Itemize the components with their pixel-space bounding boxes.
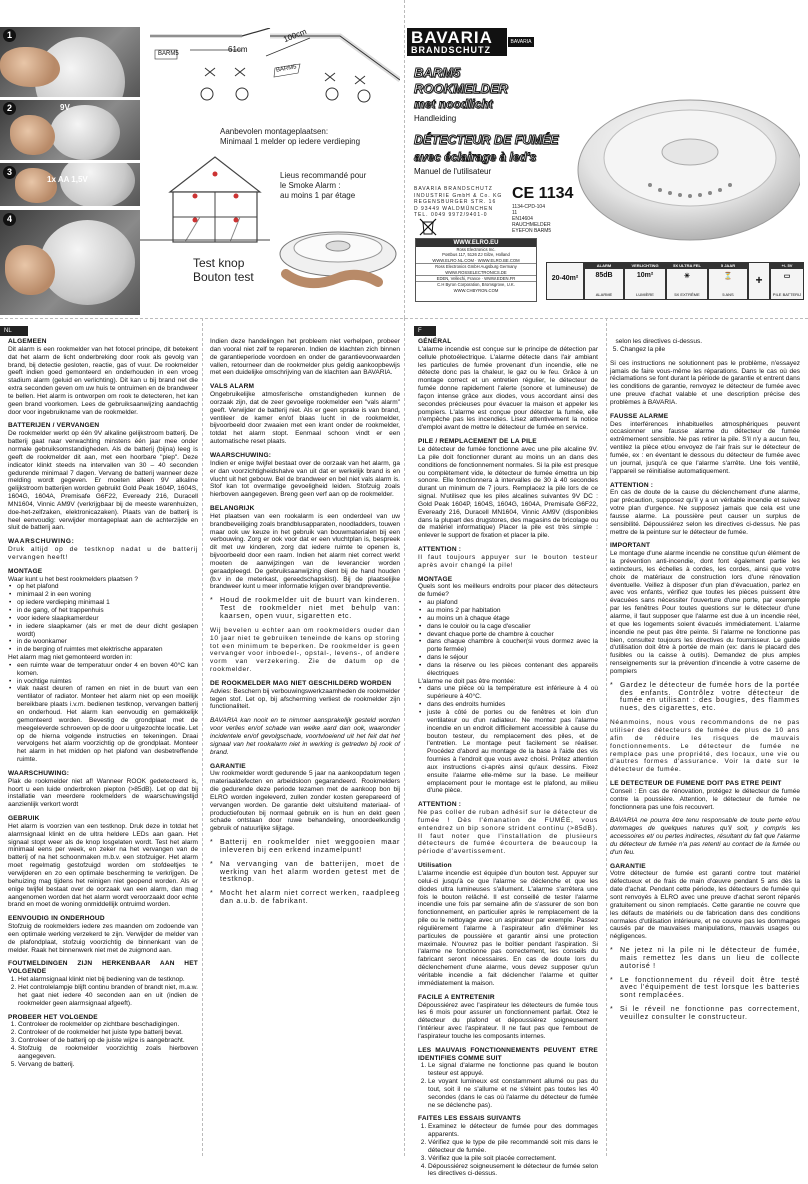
years-caption: 5 JAAR <box>709 263 747 269</box>
fold-line-1 <box>202 318 203 1156</box>
list-item: • op het plafond <box>17 583 198 591</box>
distributor-box <box>415 238 537 302</box>
nl-column-1 <box>8 338 198 1074</box>
heading: GÉNÉRAL <box>418 338 452 345</box>
device-tag-1: BARM5 <box>158 51 179 57</box>
list-item: 1. Le signal d'alarme ne fonctionne pas quand le bouton testeur est appuyé. <box>428 1062 598 1078</box>
heading: GEBRUIK <box>8 815 40 823</box>
distributor-line: EDEN, Vellechi, France · WWW.EDEN.FR <box>416 275 536 281</box>
list-item: • in iedere slaapkamer (als er met de deur dicht geslapen wordt) <box>17 623 198 639</box>
lighting-caption: VERLICHTING <box>625 263 665 269</box>
plus-sign: + <box>755 273 763 287</box>
heading: ATTENTION : <box>418 546 462 554</box>
note: * Mocht het alarm niet correct werken, raadpleeg dan a.u.b. de fabrikant. <box>210 890 400 906</box>
list-item-continued: selon les directives ci-dessus. <box>610 338 703 345</box>
plus-icon <box>748 262 770 300</box>
device-tag-2: BARM5 <box>275 64 298 74</box>
brand-sub: BRANDSCHUTZ <box>411 45 491 55</box>
paragraph: Il faut toujours appuyer sur le bouton testeur après avoir changé la pile! <box>418 553 598 569</box>
alarm-icon <box>584 262 624 300</box>
paragraph: Het alarm is voorzien van een testknop. Druk deze in totdat het alarmsignaal klinkt en de ultra heldere LEDs aan gaan. Het signaal stopt weer als de knop losgelaten wordt. Test het alarm minimaal eens per week, en zeker na het vervangen van de batterij of na het schoonmaken m.b.v. een stofzuiger. Het alarm moet regelmatig gestofzuigd worden om stofdeeltjes te verwijderen en zo een optimale bescherming te verkrijgen. De behuizing mag tijdens het reinigen niet geopend worden. Als er enige twijfel bestaat over de oorzaak van een alarm, dan mag aangenomen worden dat het alarm wordt veroorzaakt door echte brand en moet de woning onmiddellijk ontruimd worden. <box>8 822 198 909</box>
distributor-line: WWW.ELRO.NL.COM · WWW.ELRO.BE.COM <box>432 257 520 263</box>
list-item: • voor iedere slaapkamerdeur <box>17 615 198 623</box>
years-caption-fr: 5 ANS <box>722 292 734 297</box>
alarm-value: 85dB <box>595 272 613 279</box>
test-button-label: Test knop Bouton test <box>193 256 254 284</box>
list-item: • in de gang, of het trappenhuis <box>17 607 198 615</box>
heading: WAARSCHUWING: <box>210 451 272 459</box>
fr-column-1 <box>418 338 598 1184</box>
paragraph: Si ces instructions ne solutionnent pas le problème, n'essayez jamais de faire vous-même les réparations. Dans le cas où des réclamations se font durant la période de garantie et entrent dans les conditions de garantie, renvoyez le détecteur de fumée avec une preuve d'achat valable et une description précise des problèmes à BAVARIA. <box>610 359 800 406</box>
title-nl: ROOKMELDER <box>414 81 508 96</box>
heading: ATTENTION : <box>418 801 462 809</box>
manual-label-fr: Manuel de l'utilisateur <box>414 167 492 176</box>
heading: IMPORTANT <box>610 542 651 550</box>
model-number: BARM5 <box>414 65 461 80</box>
heading: ATTENTION : <box>610 481 654 489</box>
heading: WAARSCHUWING: <box>8 538 75 546</box>
list-item: • dans une pièce où la température est inférieure à 4 où supérieure à 40°C. <box>427 685 598 701</box>
list-item: 4. Dépoussiérez soigneusement le détecteur de fumée selon les directives ci-dessus. <box>428 1163 598 1179</box>
paragraph: Indien er enige twijfel bestaat over de oorzaak van het alarm, ga er dan voorzichtigheidshalve van uit dat er werkelijk brand is en vlucht uit het gebouw. Bel de brandweer en bel niet vals alarm is. Stof kan tot overmatige gevoeligheid leiden. Stofzuig zoals hierboven aangegeven. Breng geen verf aan op de rookmelder. <box>210 459 400 499</box>
heading: LE DETECTEUR DE FUMENE DOIT PAS ETRE PEINT <box>610 780 782 788</box>
ce-mark: CE 1134 <box>512 185 574 202</box>
battery-symbol: ▭ <box>783 273 791 280</box>
list-item: 3. Controleer of de batterij op de juiste wijze is aangebracht. <box>18 1037 198 1045</box>
list-item: • dans des endroits humides <box>427 701 598 709</box>
list-item: • vlak naast deuren of ramen en niet in de buurt van een ventilator of radiator. Monteer het alarm niet op een moeilijk bereikbare plaats i.v.m. bedienen testknop, vervangen batterij en onderhoud. Het alarm kan eenvoudig en gemakkelijk gemonteerd worden. Bevestig de grondplaat met de meegeleverde schroeven op de door u uitgezochte locatie. Let op de hierna volgende instructies en tekeningen. Draai vervolgens het alarm voorzichtig op de grondplaat. Monteer het alarm in het midden op het plafond van desbetreffende ruimte. <box>17 685 198 763</box>
product-photo <box>540 60 800 250</box>
hourglass-icon: ⏳ <box>723 273 733 280</box>
heading: WAARSCHUWING: <box>8 769 70 777</box>
paragraph: Néanmoins, nous vous recommandons de ne pas utiliser des détecteurs de fumée de plus de 10 ans afin de réduire les risques de mauvais fonctionnements. Le détecteur de fumée ne remplace pas une propriété, des locaux, une vie ou d'autres formes d'assurance. Voir la date sur le détecteur de fumée. <box>610 719 800 774</box>
paragraph: BAVARIA kan nooit en te nimmer aansprakelijk gesteld worden voor verlies en/of schade van welke aard dan ook, waaronder incidentele en/of gevolgschade, voortvloeiend uit het feit dat het signaal van het rookalarm niet in werking is getreden bij rook of brand. <box>210 717 400 756</box>
paragraph: Het alarm mag niet gemonteerd worden in: <box>8 654 133 662</box>
list-item: • dans la réserve ou les pièces contenant des appareils électriques <box>427 662 598 678</box>
heading: LES MAUVAIS FONCTIONNEMENTS PEUVENT ETRE IDENTIFIES COMME SUIT <box>418 1046 598 1062</box>
distributor-line: Ross Electronics Inc. <box>456 247 496 252</box>
heading: BELANGRIJK <box>210 505 255 513</box>
certification-info: 1134-CPD-104 11 EN14604 RAUCHMELDER EYEFON BARM5 <box>512 204 552 234</box>
title-fr: DÉTECTEUR DE FUMÉE <box>414 133 559 147</box>
paragraph: L'alarme incendie est conçue sur le principe de détection par cellule photoélectrique. L'alarme détecte dans l'air ambiant les particules de fumée provenant d'un incendie, elle ne détecte donc pas la chaleur, le gaz ou le feu. Grâce à un montage correct et un entretien régulier, le détecteur de fumée donne rapidement l'alerte (sonore et lumineuse) de façon intense grâce aux diodes, vous accordant ainsi des secondes précieuses pour évacuer la maison et appeler les pompiers. L'alarme est conçue pour détecter la fumée, elle n'empêche pas les incendies. Lisez attentivement la notice d'emploi avant de mettre le détecteur de fumée en service. <box>418 345 598 432</box>
heading: MONTAGE <box>418 575 453 583</box>
paragraph: Waar kunt u het best rookmelders plaatsen ? <box>8 575 139 583</box>
ultra-caption: 5X ULTRA FEL <box>667 263 707 269</box>
heading: DE ROOKMELDER MAG NIET GESCHILDERD WORDEN <box>210 679 392 687</box>
distance-61cm: 61cm <box>228 45 248 54</box>
list-item: 2. Vérifiez que le type de pile recommandé soit mis dans le détecteur de fumée. <box>428 1139 598 1155</box>
note: * Na vervanging van de batterijen, moet de werking van het alarm worden getest met de testknop. <box>210 861 400 885</box>
paragraph: Plak de rookmelder niet af! Wanneer ROOK gedetecteerd is, hoort u een luide onderbroken piepton (>85dB). Let op dat bij installatie van meerdere rookmelders de waarschuwingstijd aanzienlijk verkort wordt <box>8 777 198 809</box>
step-number-4: 4 <box>3 213 16 226</box>
list-item: • juste à côté de portes ou de fenêtres et loin d'un ventilateur ou d'un radiateur. Ne montez pas l'alarme incendie en un endroit difficilement accessible à cause du bouton testeur, du remplacement des piles, et de l'entretien. Le montage peut facilement se réaliser. Procédez d'abord au montage de la base à l'aide des vis fournies à l'endroit que vous avez choisi. Prêtez attention aux instructions ci-après ainsi qu'aux dessins. Fixez ensuite l'alarme elle-même sur la base. Le meilleur emplacement pour le montage est le plafond, au milieu d'une pièce. <box>427 709 598 795</box>
list-item: 2. Le voyant lumineux est constamment allumé ou pas du tout, soit il ne s'allume et ne s'éteint pas toutes les 40 secondes (dans le cas où l'alarme du détecteur de fumée ne se déclenche pas). <box>428 1078 598 1109</box>
battery-label-aa: 1x AA 1,5V <box>47 175 88 184</box>
ultra-caption-fr: 5X EXTRÊME <box>674 292 700 297</box>
paragraph: Stofzuig de rookmelders iedere zes maanden om zodoende van een optimale werking verzekerd te zijn. Verwijder de melder van de plafondplaat, stofzuig voorzichtig de binnenkant van de melder. Raak het binnenwerk niet met de zuigmond aan. <box>8 923 198 954</box>
list-item: • op iedere verdieping minimaal 1 <box>17 599 198 607</box>
battery-caption: +/- 5V <box>771 263 803 269</box>
manual-label-nl: Handleiding <box>414 114 457 123</box>
heading: FAUSSE ALARME <box>610 412 669 420</box>
lighting-icon <box>624 262 666 300</box>
step-4-photo <box>0 210 140 315</box>
paragraph: Le montage d'une alarme incendie ne constitue qu'un élément de la prévention anti-incendie, dont font également partie les extincteurs, les échelles à cordes, les cordes, ainsi que votre choix de matériaux de construction lors d'une rénovation éventuelle. Veillez à disposer d'un plan d'évacuation, parlez en avec vos enfants, vérifiez que toutes les pièces puissent être évacuées sans nécessiter l'ouverture d'une porte, par exemple par les fenêtres Pour toutes questions sur le détecteur d'une alarme, il faut supposer que l'alarme est due à un incendie réel, et que les logements soient évacués immédiatement. L'alarme incendie ne peut pas être peinte. Si l'alarme ne fonctionne pas bien, consultez toujours les directives du fournisseur. Le guide d'utilisation doit être à portée de main (ex: dans le placard des fusibles ou la caisse à outils). Demandez de plus amples renseignements sur la prévention d'incendie à votre caserne de pompiers <box>610 550 800 675</box>
list-item: • au plafond <box>427 599 598 607</box>
list-item: 4. Stofzuig de rookmelder voorzichtig zoals hierboven aangegeven. <box>18 1045 198 1061</box>
heading: FACILE A ENTRETENIR <box>418 993 495 1001</box>
alarm-caption: ALARM <box>585 263 623 269</box>
paragraph: Ne pas coller de ruban adhésif sur le détecteur de fumée ! Dès l'émanation de FUMÉE, vous entendrez un bip sonore strident continu (>85dB). Il faut noter que l'installation de plusieurs détecteurs de fumée écourtera de beaucoup la période d'avertissement. <box>418 809 598 856</box>
website-heading: WWW.ELRO.EU <box>416 239 536 247</box>
list-item: 3. Vérifiez que la pile soit placée correctement. <box>428 1155 598 1163</box>
note: * Gardez le détecteur de fumée hors de la portée des enfants. Contrôlez votre détecteur de fumée en utilisant : des bougies, des flammes nues, des cigarettes, etc. <box>610 682 800 713</box>
heading: Utilisation <box>418 862 452 870</box>
brand-logo <box>407 28 507 56</box>
paragraph: Dépoussiérez avec l'aspirateur les détecteurs de fumée tous les 6 mois pour assurer un fonctionnement parfait. Otez le détecteur du plafond et dépoussiérez soigneusement l'intérieur avec l'aspirateur. Il ne faut pas que l'embout de l'aspirateur touche les composants internes. <box>418 1001 598 1040</box>
five-years-icon <box>708 262 748 300</box>
heading: GARANTIE <box>210 762 246 770</box>
alarm-caption-fr: ALARME <box>595 292 613 297</box>
distributor-line: Ross Electronics GmbH Augsburg Germany <box>416 263 536 269</box>
paragraph: Advies: Beschern bij verbouwingswerkzaamheden de rookmelder tegen stof. Let op, bij afscherming verliest de rookmelder zijn functionaliteit. <box>210 687 400 711</box>
paragraph: L'alarme incendie est équipée d'un bouton test. Appuyer sur celui-ci jusqu'à ce que l'alarme se déclenche et que les diodes ultra lumineuses s'allument. L'alarme s'arrêtera une fois le bouton relâché. Il est conseillé de tester l'alarme incendie une fois par semaine afin de s'assurer de son bon fonctionnement, en particulier après le remplacement de la pile ou le nettoyage avec un aspirateur par exemple. Passez régulièrement l'alarme à l'aspirateur afin d'éliminer les particules de poussière et garantir ainsi une protection maximale. N'ouvrez pas le boîtier pendant l'aspiration. Si l'alarme ne fonctionne pas correctement, les conseils du fabricant seront nécessaires. En cas de doute lors du déclenchement d'une alarme, vous devez supposer qu'un véritable incendie a fait déclencher l'alarme et quitter immédiatement la maison. <box>418 870 598 987</box>
brand-name: BAVARIA <box>411 28 493 47</box>
tab-nl: NL <box>0 326 28 336</box>
list-item: 1. Examinez le détecteur de fumée pour des dommages apparents. <box>428 1123 598 1139</box>
sun-icon: ☀ <box>683 273 691 280</box>
paragraph: Dit alarm is een rookmelder van het fotocel principe, dit betekent dat het alarm de licht onderbreking door rook als gevolg van brand, bij detectie gesloten, reactie, gas of vuur. De rookmelder geeft indien goed gemonteerd en onderhouden in een vroeg stadium alarm (geluid en verlichting). Dit kan u bij brand net die extra seconden geven om uw huis te ontruimen en de brandweer te bellen. Het alarm is ontworpen om rook te detecteren, het kan geen brand voorkomen. Lees de gebruiksaanwijzing aandachtig door voor ingebruikname van de rookmelder. <box>8 345 198 416</box>
step-1-photo <box>0 27 140 97</box>
list-item: • in de berging of ruimtes met elektrische apparaten <box>17 646 198 654</box>
battery-label-9v: 9V <box>60 103 70 112</box>
list-item: 1. Controleer de rookmelder op zichtbare beschadigingen. <box>18 1021 198 1029</box>
step-number-2: 2 <box>3 102 16 115</box>
ultra-bright-icon <box>666 262 708 300</box>
heading: FAITES LES ESSAIS SUIVANTS <box>418 1115 521 1123</box>
heading: GARANTIE <box>610 862 646 870</box>
fold-line-2 <box>404 318 405 1156</box>
list-item: 5. Vervang de batterij. <box>18 1061 198 1069</box>
brand-tag: BAVARIA <box>508 37 534 47</box>
heading: FOUTMELDINGEN ZIJN HERKENBAAR AAN HET VOLGENDE <box>8 960 198 976</box>
heading: BATTERIJEN / VERVANGEN <box>8 422 100 430</box>
list-item: • au moins 2 par habitation <box>427 607 598 615</box>
distributor-line: WWW.CHBYRON.COM <box>453 287 499 293</box>
fr-column-2 <box>610 338 800 1028</box>
list-item: • een ruimte waar de temperatuur onder 4 en boven 40°C kan komen. <box>17 662 198 678</box>
distributor-line: WWW.ROSSELECTRONICS.DE <box>445 269 507 275</box>
room-note-fr: Lieus recommandé pour le Smoke Alarm : au moins 1 par étage <box>280 171 367 200</box>
note: * Si le réveil ne fonctionne pas correctement, veuillez consulter le constructeur. <box>610 1006 800 1022</box>
nl-column-2 <box>210 338 400 912</box>
smoke-detector-drawing <box>268 222 398 294</box>
paragraph: Le détecteur de fumée fonctionne avec une pile alcaline 9V. La pile doit fonctionner durant au moins un an dans des conditions de fonctionnement normales. Si la pile est presque ou complètement vide, le détecteur de fumée émettra un bip sonore. Elle fonctionnera à intervalles de 30 à 40 secondes durant un minimum de 7 jours. Remplacez la pile lors de ce signal. N'utilisez que les piles alcalines suivantes 9V DC : Gold Peak 1604P, 1604S, 1604G, 1604A, Premisafe G6F22, Eveready 216, Duracell MN1604, Vinnic AM9V (disponibles dans la plupart des drugstores, des magasins de bricolage ou de matériel informatique) Placer la pile est très simple : enlever le support de fixation et placer la pile. <box>418 445 598 540</box>
paragraph: L'alarme ne doit pas être montée: <box>418 677 516 685</box>
note: * Le fonctionnement du réveil doit être testé avec l'équipement de test lorsque les batteries sont remplacées. <box>610 977 800 1001</box>
heading: VALS ALARM <box>210 383 255 391</box>
list-item: • in vochtige ruimtes <box>17 678 198 686</box>
paragraph: Indien deze handelingen het probleem niet verhelpen, probeer dan vooral niet zelf te repareren. Indien de klachten zich binnen de garantieperiode voordoen en onder de garantievoorwaarden vallen, retourneer dan de rookmelder plus geldig aankoopbewijs met een duidelijke omschrijving van de klachten aan BAVARIA. <box>210 338 400 377</box>
subtitle-fr: avec éclairage à led's <box>414 150 537 164</box>
step-number-3: 3 <box>3 166 16 179</box>
list-item: • devant chaque porte de chambre à coucher <box>427 631 598 639</box>
tab-fr: F <box>414 326 436 336</box>
list-item: • dans le couloir ou la cage d'escalier <box>427 623 598 631</box>
manufacturer-address: BAVARIA BRANDSCHUTZ INDUSTRIE GmbH & Co. KG REGENSBURGER STR. 16 D 93449 WALDMÜNCHEN TEL. 0049 9972/9401-0 <box>414 186 503 218</box>
distributor-line: Postbus 117, 5126 ZJ Gilze, Holland <box>442 252 510 258</box>
heading: PROBEER HET VOLGENDE <box>8 1013 98 1021</box>
paragraph: BAVARIA ne pourra être tenu responsable de toute perte et/ou dommages de quelques natures qu'il soit, y compris les accessoires et/ ou pertes indirectes, résultant du fait que l'alarme du détecteur de fumée n'a pas retenti au contact de la fumée ou d'un feu. <box>610 817 800 856</box>
list-item: • in de woonkamer <box>17 638 198 646</box>
note: * Ne jetez ni la pile ni le détecteur de fumée, mais remettez les dans un lieu de collecte autorisé ! <box>610 947 800 971</box>
heading: MONTAGE <box>8 567 43 575</box>
recycling-bin-icon <box>419 218 437 236</box>
paragraph: En cas de doute de la cause du déclenchement d'une alarme, par précaution, supposez qu'il y a un véritable incendie et suivez votre plan d'urgence. Ne supposez jamais que cela est une fausse alarme. La poussière peut causer un surplus de sensibilité. Dépoussiérez selon les directives ci-dessus. Ne pas mettre de la peinture sur le détecteur de fumée. <box>610 489 800 536</box>
top-fold-line <box>404 0 405 318</box>
distributor-line: C.H Byron Corporation, Bromsgrove, U.K. <box>416 281 536 287</box>
list-item: 1. Het alarmsignaal klinkt niet bij bediening van de testknop. <box>18 976 198 984</box>
paragraph: De rookmelder werkt op één 9V alkaline gelijkstroom batterij. De batterij gaat naar verwachting minstens één jaar mee onder normale gebruiksomstandigheden. Als de batterij (bijna) leeg is geeft de rookmelder dit aan, met een hoorbare "piep". Deze indicator klinkt steeds na intervallen van 30 – 40 seconden gedurende minimaal 7 dagen. Vervang de batterij wanneer deze melding wordt gegeven. Er moeten alleen 9V alkaline gelijkstroom batterijen worden gebruikt Gold Peak 1604P, 1604S, 1604G, 1604A, Premisafe G6F22, Eveready 216, Duracell MN1604, Vinnic AM9V (verkrijgbaar bij de meeste warenhuizen, doe-het-zelfzaken, elektronicazaken). Plaats van de batterij is heel eenvoudig: verwijder montageplaat aan de achterzijde en sluit de batterij aan. <box>8 430 198 532</box>
coverage-value: 20-40m² <box>551 275 579 282</box>
fold-line-3 <box>606 318 607 1156</box>
step-3-photo <box>0 163 140 206</box>
mounting-note-nl: Aanbevolen montageplaatsen: Minimaal 1 melder op iedere verdieping <box>220 127 361 146</box>
list-item: • au moins un à chaque étage <box>427 615 598 623</box>
heading: ALGEMEEN <box>8 338 47 345</box>
subtitle-nl: met noodlicht <box>414 97 493 111</box>
coverage-icon <box>546 262 584 300</box>
lighting-caption-fr: LUMIÈRE <box>636 292 654 297</box>
paragraph: Ongebruikelijke atmosferische omstandigheden kunnen de oorzaak zijn, dat de zeer gevoelige rookmelder een "vals alarm" geeft. Verwijder de batterij niet. Als er geen sprake is van brand, ventileer de kamer en/of blaas lucht in de rookmelder, bijvoorbeeld door zwaaien met een krant onder de rookmelder, totdat het alarm stopt. Eenmaal schoon vindt er een automatische reset plaats. <box>210 391 400 446</box>
list-item: 5. Changez la pile <box>620 346 800 354</box>
battery-icon <box>770 262 804 300</box>
lighting-value: 10m² <box>636 272 654 279</box>
paragraph: Quels sont les meilleurs endroits pour placer des détecteurs de fumée? <box>418 583 598 599</box>
list-item: • minimaal 2 in een woning <box>17 591 198 599</box>
step-number-1: 1 <box>3 29 16 42</box>
list-item: 2. Het controlelampje blijft continu branden of brandt niet, m.a.w. het gaat niet iedere 40 seconden aan en uit (indien de rookmelder geen alarmsignaal afgeeft). <box>18 984 198 1008</box>
paragraph: Des interférences inhabituelles atmosphériques peuvent occasionner une fausse alarme du détecteur de fumée extrêmement sensible. Ne pas retirer la pile. S'il n'y a aucun feu, ventilez la pièce et/ou envoyez de l'air frais sur le détecteur de fumée, ex : en éventant le dessous du détecteur de fumée avec un journal, jusqu'à ce que l'alarme s'arrête. Une fois ventilé, l'appareil se réinitialise automatiquement. <box>610 420 800 475</box>
house-diagram <box>140 152 270 247</box>
note: * Houd de rookmelder uit de buurt van kinderen. Test de rookmelder niet met behulp van: kaarsen, open vuur, sigaretten etc. <box>210 597 400 621</box>
paragraph: Uw rookmelder wordt gedurende 5 jaar na aankoopdatum tegen materiaaldefecten en arbeidsloon gegarandeerd. Rookmelders die gedurende deze periode tezamen met de aankoop bon bij ELRO worden ingeleverd, zullen zonder kosten gerepareerd of vervangen worden. De garantie dekt uitsluitend materiaal- of productiefouten bij normaal gebruik en is hun en dekt geen schade ontstaan door ruwe behandeling, onoordeelkundig gebruik of natuurlijke slijtage. <box>210 770 400 833</box>
note: * Batterij en rookmelder niet weggooien maar inleveren bij een erkend inzamelpunt! <box>210 839 400 855</box>
list-item: • dans le séjour <box>427 654 598 662</box>
step-2-photo <box>0 100 140 160</box>
paragraph: Druk altijd op de testknop nadat u de batterij vervangen heeft! <box>8 546 198 561</box>
paragraph: Votre détecteur de fumée est garanti contre tout matériel défectueux et de frais de main d'œuvre pendant 5 ans dès la date d'achat. Pendant cette période, les détecteurs de fumée qui sont renvoyés à ELRO avec une preuve d'achat seront réparés gratuitement ou sinon remplacés. Cette garantie ne couvre que les défauts de matériels ou de fabrication dans des conditions normales d'utilisation intérieure, et ne couvre pas les dommages causés par de mauvaises manipulations, mauvais usages ou négligences. <box>610 870 800 941</box>
battery-caption-fr: PILE BATTERIJ <box>772 292 802 297</box>
list-item: • dans chaque chambre à coucher(si vous dormez avec la porte fermée) <box>427 638 598 654</box>
paragraph: Het plaatsen van een rookalarm is een onderdeel van uw brandbeveiliging zoals brandblusapparaten, noodladders, touwen maar ook uw keuze in het gebruik van bouwmaterialen bij een verbouwing. Zorg er ook voor dat er een vluchtplan is, bespreek dit met uw kinderen, zorg dat iedere ruimte te openen is, bijvoorbeeld door een raam. Indien het alarm niet correct werkt moeten de aanwijzingen van de leverancier worden geraadpleegd. De gebruiksaanwijzing dient bij de hand houden (b.v in de meterkast, gereedschapskist). Bij de plaatselijke brandweer kunt u meer informatie krijgen over brandpreventie. <box>210 512 400 591</box>
paragraph: Conseil : En cas de rénovation, protégez le détecteur de fumée contre la poussière. Attention, le détecteur de fumée ne fonctionnera pas une fois recouvert. <box>610 787 800 811</box>
list-item: 2. Controleer of de rookmelder het juiste type batterij bevat. <box>18 1029 198 1037</box>
heading: EENVOUDIG IN ONDERHOUD <box>8 915 105 923</box>
heading: PILE / REMPLACEMENT DE LA PILE <box>418 438 537 446</box>
distance-100cm: 100cm <box>282 26 308 45</box>
paragraph: Wij bevelen u echter aan om rookmelders ouder dan 10 jaar niet te gebruiken teneinde de kans op storing tot een minimum te beperken. De rookmelder is geen vervanger voor inboedel-, opstal-, levens-, of andere vorm van verzekering. Zie de datum op de rookmelder. <box>210 626 400 674</box>
